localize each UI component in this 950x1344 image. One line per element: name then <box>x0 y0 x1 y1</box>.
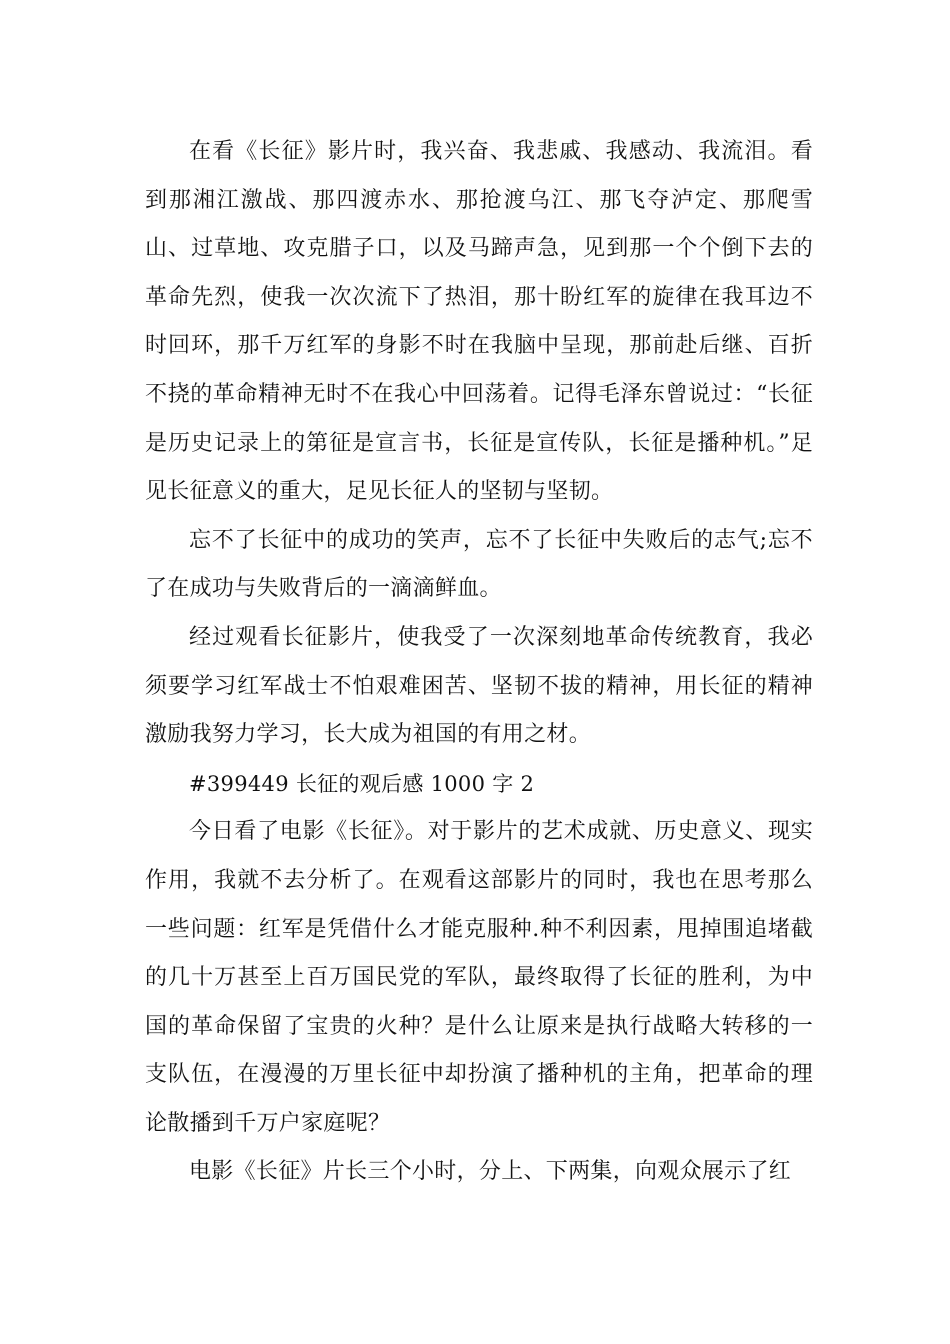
paragraph-3: 经过观看长征影片，使我受了一次深刻地革命传统教育，我必须要学习红军战士不怕艰难困苦、坚韧不拔的精神，用长征的精神激励我努力学习，长大成为祖国的有用之材。 <box>145 624 813 748</box>
section-heading: #399449 长征的观后感 1000 字 2 <box>189 771 535 796</box>
paragraph-2: 忘不了长征中的成功的笑声，忘不了长征中失败后的志气;忘不了在成功与失败背后的一滴滴鲜血。 <box>145 527 813 602</box>
paragraph-5: 电影《长征》片长三个小时，分上、下两集，向观众展示了红 <box>189 1159 792 1185</box>
paragraph-4: 今日看了电影《长征》。对于影片的艺术成就、历史意义、现实作用，我就不去分析了。在观看这部影片的同时，我也在思考那么一些问题：红军是凭借什么才能克服种.种不利因素，甩掉围追堵截的几十万甚至上百万国民党的军队，最终取得了长征的胜利，为中国的革命保留了宝贵的火种？是什么让原来是执行战略大转移的一支队伍，在漫漫的万里长征中却扮演了播种机的主角，把革命的理论散播到千万户家庭呢？ <box>145 819 813 1136</box>
paragraph-1: 在看《长征》影片时，我兴奋、我悲戚、我感动、我流泪。看到那湘江激战、那四渡赤水、那抢渡乌江、那飞夺泸定、那爬雪山、过草地、攻克腊子口，以及马蹄声急，见到那一个个倒下去的革命先烈，使我一次次流下了热泪，那十盼红军的旋律在我耳边不时回环，那千万红军的身影不时在我脑中呈现，那前赴后继、百折不挠的革命精神无时不在我心中回荡着。记得毛泽东曾说过：“长征是历史记录上的第征是宣言书，长征是宣传队，长征是播种机。”足见长征意义的重大，足见长征人的坚韧与坚韧。 <box>145 139 813 505</box>
document-body <box>145 128 813 1197</box>
